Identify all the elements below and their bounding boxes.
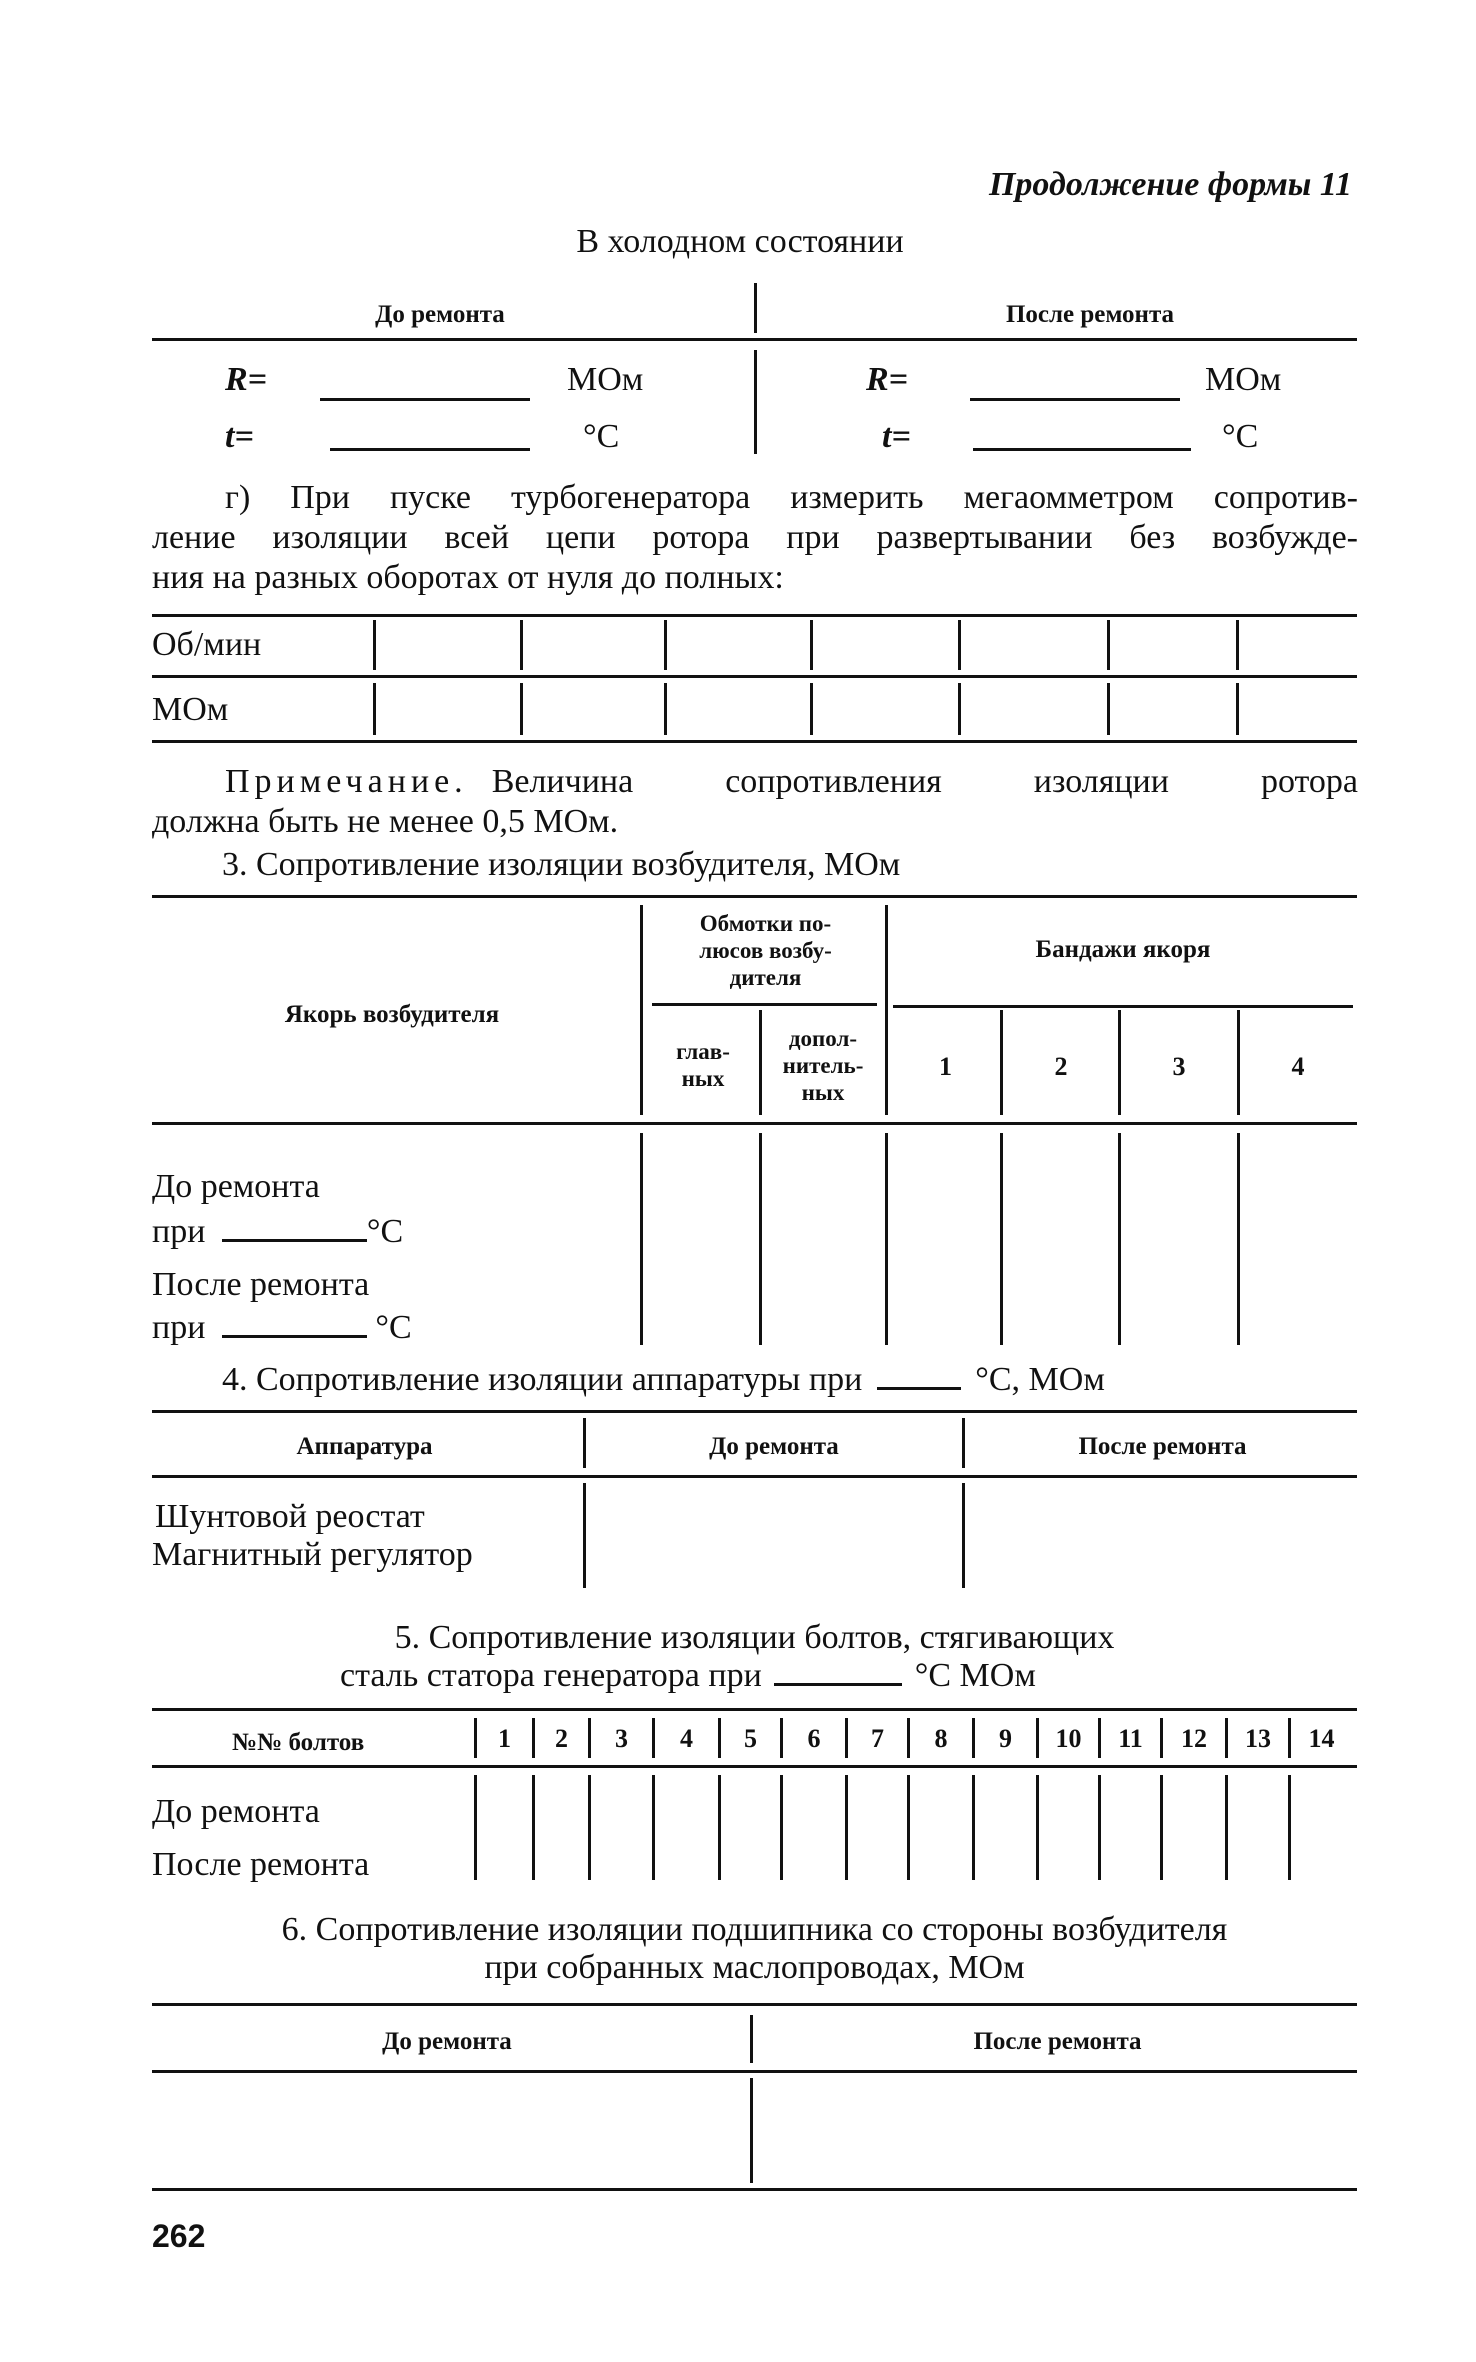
- bolt-column-divider: [1160, 1775, 1163, 1880]
- band-number: 3: [1172, 1052, 1186, 1081]
- bolt-number: 2: [555, 1724, 568, 1753]
- cold-after-r-blank[interactable]: [970, 372, 1180, 401]
- bolt-number: 8: [934, 1724, 948, 1753]
- exciter-after-label: После ремонта: [152, 1266, 370, 1303]
- cold-before-t-unit: °C: [583, 418, 620, 455]
- rpm-row-label: Об/мин: [152, 626, 262, 663]
- cold-before-t-label: t=: [225, 418, 254, 455]
- bolt-number: 1: [498, 1724, 511, 1753]
- bands-header: Бандажи якоря: [1035, 936, 1211, 963]
- section-5-title-prefix: сталь статора генератора при: [340, 1657, 762, 1694]
- aux-windings-header: [764, 1025, 882, 1106]
- exciter-before-temp: [152, 1212, 403, 1252]
- celsius-unit: °C: [366, 1213, 404, 1250]
- band-number: 4: [1291, 1052, 1305, 1081]
- equipment-header: Аппаратура: [296, 1433, 433, 1460]
- bolt-number: 5: [744, 1724, 757, 1753]
- main-windings-header: [648, 1038, 758, 1092]
- section-5-title-line-1: 5. Сопротивление изоляции болтов, стягивающих: [394, 1619, 1115, 1656]
- item-g-line-1: г) При пуске турбогенератора измерить мегаомметром сопротив-: [225, 479, 1358, 516]
- continuation-caption: Продолжение формы 11: [988, 166, 1352, 203]
- cold-state-caption: В холодном состоянии: [576, 223, 904, 260]
- windings-header: [648, 910, 883, 991]
- bolt-column-divider: [780, 1775, 783, 1880]
- bolt-number: 4: [680, 1724, 693, 1753]
- equipment-row: Магнитный регулятор: [152, 1536, 473, 1573]
- bolt-number: 3: [615, 1724, 628, 1753]
- armature-header: Якорь возбудителя: [284, 1001, 500, 1028]
- note-rest: Величина сопротивления изоляции ротора: [491, 763, 1358, 800]
- cold-after-r-label: R=: [866, 361, 909, 398]
- bolt-column-divider: [1036, 1775, 1039, 1880]
- cold-before-t-blank[interactable]: [330, 422, 530, 451]
- equipment-before-header: До ремонта: [709, 1433, 839, 1460]
- note-line-1: [225, 762, 1358, 802]
- bolts-after-label: После ремонта: [152, 1846, 370, 1883]
- section-5-temp-blank[interactable]: [774, 1657, 902, 1686]
- item-g-line-3: ния на разных оборотах от нуля до полных:: [152, 559, 784, 596]
- section-4-title-prefix: 4. Сопротивление изоляции аппаратуры при: [222, 1361, 863, 1398]
- note-word: Примечание.: [225, 763, 468, 800]
- windings-header-l2: люсов возбу-: [699, 938, 832, 963]
- item-g-line-2: ление изоляции всей цепи ротора при развертывании без возбужде-: [152, 519, 1358, 556]
- cold-after-t-unit: °C: [1222, 418, 1259, 455]
- bolt-column-divider: [588, 1775, 591, 1880]
- bolt-number: 12: [1181, 1724, 1207, 1753]
- exciter-before-label: До ремонта: [152, 1168, 320, 1205]
- bolt-number: 9: [999, 1724, 1012, 1753]
- bearing-after-header: После ремонта: [973, 2028, 1142, 2055]
- cold-before-r-blank[interactable]: [320, 372, 530, 401]
- section-6-title-line-2: при собранных маслопроводах, МОм: [484, 1949, 1025, 1986]
- bolt-column-divider: [972, 1775, 975, 1880]
- bolts-before-label: До ремонта: [152, 1793, 320, 1830]
- bolts-header: №№ болтов: [232, 1729, 365, 1756]
- main-windings-l2: ных: [681, 1066, 725, 1091]
- aux-windings-l3: ных: [801, 1080, 845, 1105]
- bolt-column-divider: [652, 1775, 655, 1880]
- cold-after-header: После ремонта: [1005, 301, 1175, 328]
- band-number: 1: [939, 1052, 952, 1081]
- cold-before-r-unit: МОм: [567, 361, 644, 398]
- equipment-after-header: После ремонта: [1078, 1433, 1247, 1460]
- exciter-after-temp: [152, 1308, 412, 1348]
- bolt-column-divider: [845, 1775, 848, 1880]
- bolt-column-divider: [532, 1775, 535, 1880]
- section-4-title: [222, 1360, 1105, 1400]
- aux-windings-l2: нитель-: [782, 1053, 864, 1078]
- bolt-number: 10: [1055, 1724, 1082, 1753]
- at-word: при: [152, 1309, 206, 1346]
- note-line-2: должна быть не менее 0,5 МОм.: [152, 803, 619, 840]
- bolt-column-divider: [1098, 1775, 1101, 1880]
- cold-before-header: До ремонта: [375, 301, 505, 328]
- main-windings-l1: глав-: [676, 1039, 730, 1064]
- bolt-column-divider: [1288, 1775, 1291, 1880]
- bolt-column-divider: [718, 1775, 721, 1880]
- section-3-title: 3. Сопротивление изоляции возбудителя, МОм: [222, 846, 901, 883]
- windings-header-l3: дителя: [729, 965, 802, 990]
- bolt-number: 14: [1308, 1724, 1335, 1753]
- bolt-number: 6: [807, 1724, 821, 1753]
- section-4-temp-blank[interactable]: [877, 1361, 961, 1390]
- cold-before-r-label: R=: [225, 361, 268, 398]
- cold-after-r-unit: МОм: [1205, 361, 1282, 398]
- section-5-title-line-2: [340, 1656, 1036, 1696]
- band-number: 2: [1054, 1052, 1068, 1081]
- bolt-number: 13: [1245, 1724, 1271, 1753]
- page-number: 262: [152, 2218, 206, 2254]
- section-6-title-line-1: 6. Сопротивление изоляции подшипника со стороны возбудителя: [281, 1911, 1228, 1948]
- equipment-row: Шунтовой реостат: [155, 1498, 425, 1535]
- bolt-number: 7: [871, 1724, 884, 1753]
- mohm-row-label: МОм: [152, 691, 229, 728]
- at-word: при: [152, 1213, 206, 1250]
- bearing-before-header: До ремонта: [382, 2028, 512, 2055]
- bolt-column-divider: [1225, 1775, 1228, 1880]
- celsius-unit: °C: [375, 1309, 412, 1346]
- bolt-column-divider: [474, 1775, 477, 1880]
- aux-windings-l1: допол-: [788, 1026, 858, 1051]
- windings-header-l1: Обмотки по-: [699, 911, 832, 936]
- cold-after-t-blank[interactable]: [973, 422, 1191, 451]
- cold-after-t-label: t=: [882, 418, 911, 455]
- bolt-number: 11: [1118, 1724, 1143, 1753]
- exciter-before-temp-blank[interactable]: [222, 1213, 367, 1242]
- section-4-title-suffix: °C, МОм: [975, 1361, 1105, 1398]
- bolt-column-divider: [907, 1775, 910, 1880]
- section-5-title-suffix: °C МОм: [914, 1657, 1036, 1694]
- exciter-after-temp-blank[interactable]: [222, 1309, 367, 1338]
